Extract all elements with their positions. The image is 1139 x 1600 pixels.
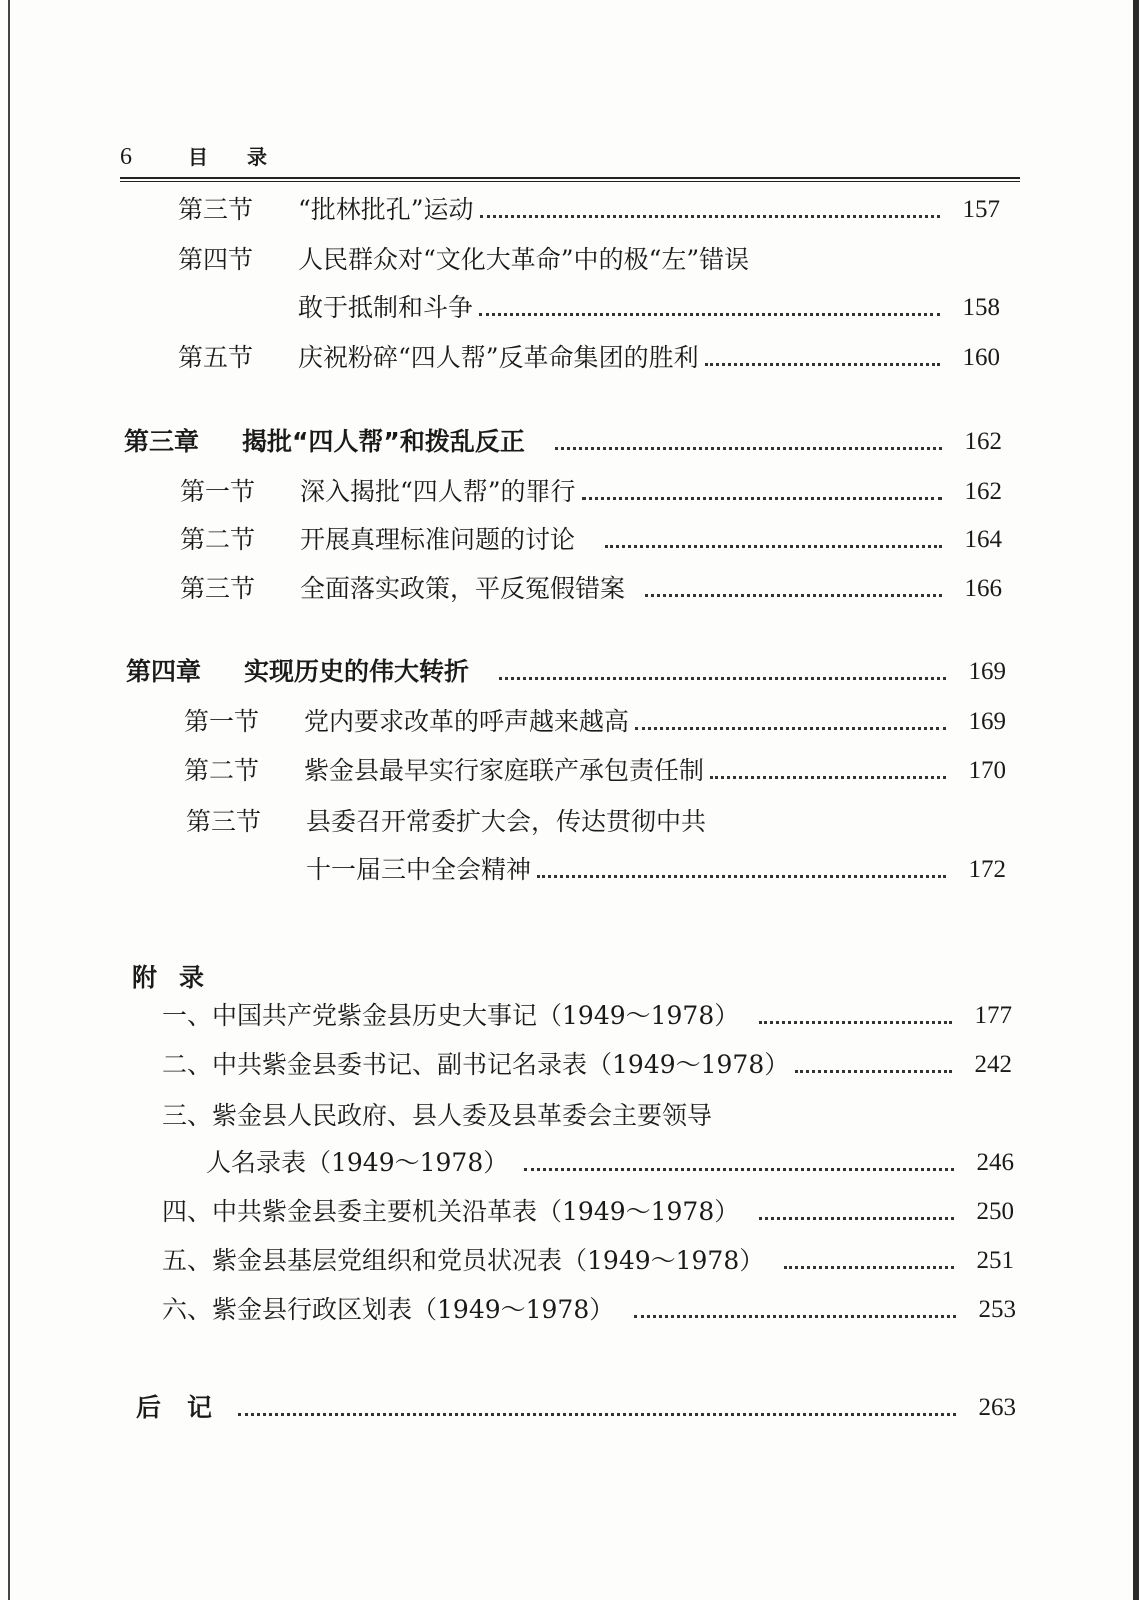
section-label: 第一节	[180, 477, 256, 506]
appendix-entry-continuation[interactable]	[206, 1143, 1014, 1183]
appendix-entry[interactable]	[162, 1241, 1014, 1281]
section-title-line1: 县委召开常委扩大会，传达贯彻中共	[306, 807, 707, 836]
chapter-label: 第四章	[126, 657, 202, 686]
page-ref: 246	[976, 1149, 1014, 1176]
section-label: 第四节	[178, 245, 254, 274]
dot-leader	[605, 545, 942, 548]
toc-entry[interactable]	[184, 702, 1006, 742]
appendix-title: 五、紫金县基层党组织和党员状况表（1949～1978）	[162, 1246, 765, 1275]
appendix-title: 六、紫金县行政区划表（1949～1978）	[162, 1295, 615, 1324]
appendix-entry[interactable]	[162, 1290, 1016, 1330]
dot-leader	[759, 1217, 954, 1220]
section-label: 第一节	[184, 707, 260, 736]
dot-leader	[710, 776, 946, 779]
section-title: 庆祝粉碎“四人帮”反革命集团的胜利	[298, 343, 699, 372]
toc-entry-continuation[interactable]	[306, 850, 1006, 890]
section-title: 全面落实政策，平反冤假错案	[300, 574, 626, 603]
page-ref: 170	[968, 757, 1006, 784]
appendix-title-line2: 人名录表（1949～1978）	[206, 1148, 509, 1177]
toc-entry[interactable]	[178, 190, 1000, 230]
toc-entry[interactable]	[180, 472, 1002, 512]
appendix-entry[interactable]	[162, 996, 1012, 1036]
toc-entry[interactable]	[180, 520, 1002, 560]
section-title: 深入揭批“四人帮”的罪行	[300, 477, 576, 506]
page-ref: 250	[976, 1198, 1014, 1225]
section-label: 第三节	[178, 195, 254, 224]
toc-entry-continuation[interactable]	[298, 288, 1000, 328]
section-label: 第三节	[186, 807, 262, 836]
page-ref: 157	[962, 196, 1000, 223]
page-ref: 160	[962, 344, 1000, 371]
chapter-title: 实现历史的伟大转折	[244, 657, 470, 686]
appendix-entry[interactable]	[162, 1045, 1012, 1085]
page-ref: 162	[964, 478, 1002, 505]
toc-entry[interactable]	[178, 338, 1000, 378]
dot-leader	[705, 363, 940, 366]
section-title: 紫金县最早实行家庭联产承包责任制	[304, 756, 705, 785]
dot-leader	[499, 677, 946, 680]
dot-leader	[524, 1168, 954, 1171]
afterword-label: 后记	[136, 1393, 239, 1422]
appendix-title: 四、中共紫金县委主要机关沿革表（1949～1978）	[162, 1197, 740, 1226]
dot-leader	[759, 1021, 952, 1024]
dot-leader	[795, 1070, 952, 1073]
page-ref: 169	[968, 658, 1006, 685]
appendix-heading: 附录	[132, 963, 227, 992]
page-ref: 166	[964, 575, 1002, 602]
section-title-line2: 十一届三中全会精神	[306, 855, 532, 884]
dot-leader	[537, 875, 946, 878]
page-number: 6	[120, 144, 132, 170]
appendix-title: 一、中国共产党紫金县历史大事记（1949～1978）	[162, 1001, 740, 1030]
dot-leader	[238, 1413, 956, 1416]
toc-entry-multiline[interactable]	[178, 240, 749, 280]
chapter-entry[interactable]	[126, 652, 1006, 692]
dot-leader	[784, 1266, 954, 1269]
section-label: 第二节	[184, 756, 260, 785]
dot-leader	[634, 1315, 956, 1318]
section-title-line2: 敢于抵制和斗争	[298, 293, 474, 322]
running-header	[120, 142, 1020, 172]
page-ref: 263	[978, 1394, 1016, 1421]
toc-entry-multiline[interactable]	[186, 802, 706, 842]
section-title: 开展真理标准问题的讨论	[300, 525, 576, 554]
appendix-entry-multiline[interactable]	[162, 1096, 712, 1136]
afterword-entry[interactable]	[136, 1388, 1016, 1428]
page-ref: 158	[962, 294, 1000, 321]
header-title: 目 录	[188, 145, 283, 169]
dot-leader	[479, 313, 940, 316]
chapter-entry[interactable]	[124, 422, 1002, 462]
dot-leader	[645, 594, 942, 597]
appendix-title: 二、中共紫金县委书记、副书记名录表（1949～1978）	[162, 1050, 790, 1079]
header-rule-thin	[120, 181, 1020, 182]
chapter-label: 第三章	[124, 427, 200, 456]
toc-entry[interactable]	[180, 569, 1002, 609]
scan-edge-dark	[1133, 0, 1139, 1600]
section-label: 第五节	[178, 343, 254, 372]
page-ref: 251	[976, 1247, 1014, 1274]
page-ref: 177	[974, 1002, 1012, 1029]
header-rule-thick	[120, 177, 1020, 179]
appendix-title-line1: 三、紫金县人民政府、县人委及县革委会主要领导	[162, 1101, 713, 1130]
dot-leader	[480, 215, 940, 218]
scan-edge-line	[8, 0, 10, 1600]
dot-leader	[582, 497, 942, 500]
section-label: 第三节	[180, 574, 256, 603]
section-label: 第二节	[180, 525, 256, 554]
page-ref: 242	[974, 1051, 1012, 1078]
page-ref: 162	[964, 428, 1002, 455]
toc-entry[interactable]	[184, 751, 1006, 791]
dot-leader	[635, 727, 946, 730]
appendix-entry[interactable]	[162, 1192, 1014, 1232]
dot-leader	[555, 447, 942, 450]
page-ref: 169	[968, 708, 1006, 735]
chapter-title: 揭批“四人帮”和拨乱反正	[242, 427, 525, 456]
page-ref: 164	[964, 526, 1002, 553]
section-title: “批林批孔”运动	[298, 195, 474, 224]
section-title: 党内要求改革的呼声越来越高	[304, 707, 630, 736]
section-title-line1: 人民群众对“文化大革命”中的极“左”错误	[298, 245, 750, 274]
page-ref: 253	[978, 1296, 1016, 1323]
page-ref: 172	[968, 856, 1006, 883]
